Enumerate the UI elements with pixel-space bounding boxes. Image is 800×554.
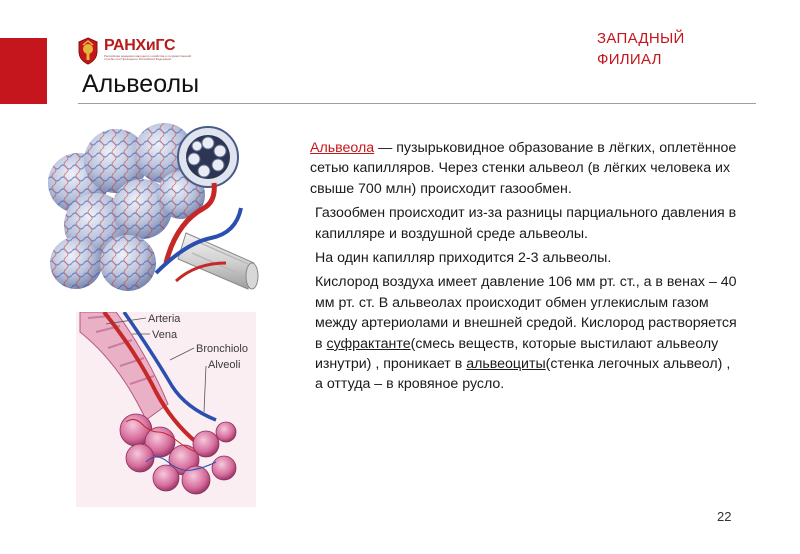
body-text [310, 138, 740, 399]
term-alveocytes-link[interactable]: альвеоциты [466, 356, 546, 373]
accent-bar [0, 38, 47, 104]
ranepa-logo[interactable] [76, 36, 206, 66]
title-divider [78, 103, 756, 104]
label-bronchiolo: Bronchiolo [196, 343, 248, 355]
paragraph-definition [310, 138, 740, 199]
label-arteria: Arteria [148, 313, 181, 325]
paragraph-definition-text: — пузырьковидное образование в лёгких, оплетённое сетью капилляров. Через стенки альвеол (в лёгких человека их свыше 700 млн) происходит газообмен. [310, 140, 737, 197]
label-vena: Vena [152, 329, 178, 341]
emblem-icon [76, 36, 100, 66]
branch-line-1: ЗАПАДНЫЙ [597, 30, 685, 47]
term-alveola-link[interactable]: Альвеола [310, 140, 375, 156]
paragraph-oxygen-text-2: (смесь веществ, которые выстилают альвеолу изнутри) , проникает в [315, 335, 719, 373]
paragraph-oxygen [310, 272, 740, 394]
paragraph-capillary-ratio: На один капилляр приходится 2-3 альвеолы. [315, 250, 612, 267]
branch-line-2: ФИЛИАЛ [597, 51, 662, 68]
logo-subtitle: Российская академия народного хозяйства и государственной службы при Президенте Российской Федерации [104, 54, 192, 62]
alveoli-cluster-illustration [36, 113, 266, 303]
logo-name: РАНХиГС [104, 37, 176, 54]
label-alveoli: Alveoli [208, 359, 241, 371]
paragraph-oxygen-text-3: (стенка легочных альвеол) , а оттуда – в кровяное русло. [315, 356, 731, 393]
term-surfactant-link[interactable]: суфрактанте [326, 335, 411, 352]
page-number: 22 [717, 509, 732, 524]
paragraph-gas-exchange: Газообмен происходит из-за разницы парциального давления в капилляре и воздушной среде альвеолы. [315, 205, 737, 242]
paragraph-oxygen-text-1: Кислород воздуха имеет давление 106 мм рт. ст., а в венах – 40 мм рт. ст. В альвеолах происходит обмен углекислым газом между артериолами и внешней средой. Кислород растворяется в [315, 274, 737, 352]
page-title: Альвеолы [82, 70, 200, 98]
branch-label [597, 28, 685, 70]
bronchiole-alveoli-diagram [76, 312, 256, 507]
